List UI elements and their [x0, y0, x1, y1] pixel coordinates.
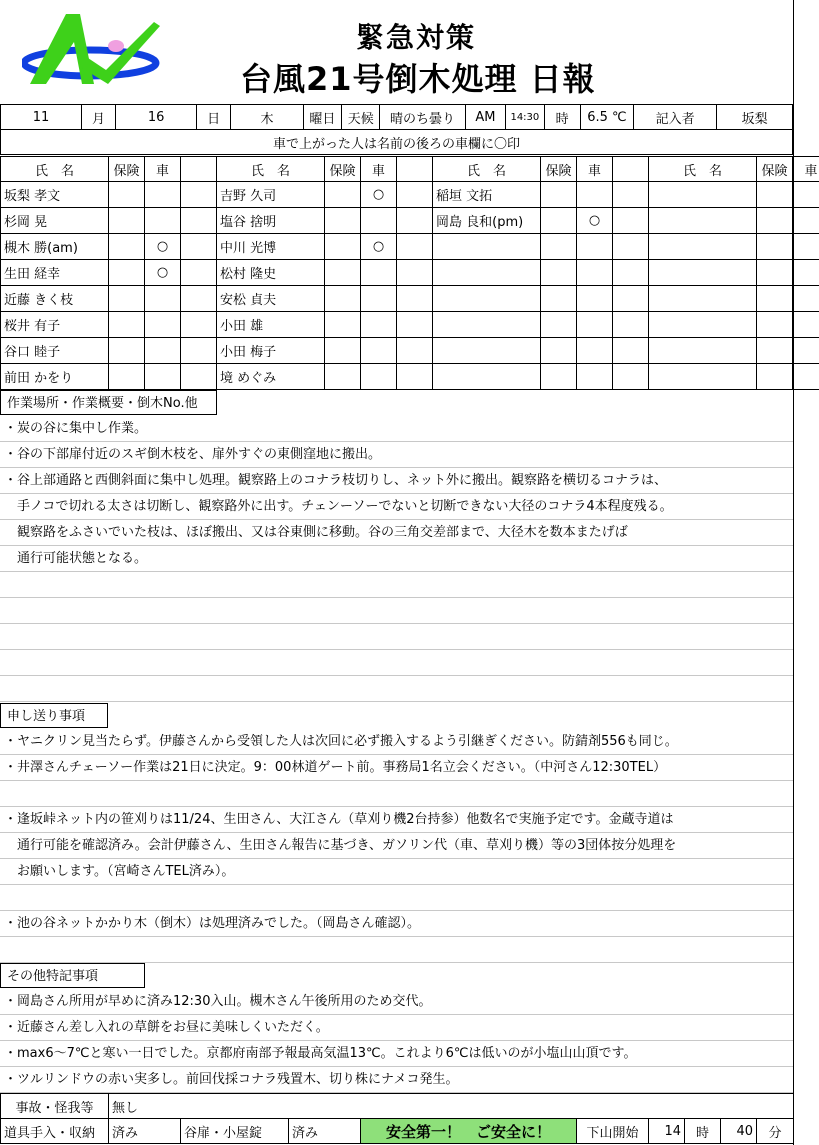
member-car [361, 338, 397, 364]
member-insurance [541, 338, 577, 364]
member-blank [397, 364, 433, 390]
col-header-blank [397, 157, 433, 182]
car-note: 車で上がった人は名前の後ろの車欄に〇印 [1, 130, 793, 155]
accident-value: 無し [109, 1094, 794, 1119]
member-insurance [757, 338, 793, 364]
text-line: ・谷の下部扉付近のスギ倒木枝を、扉外すぐの東側窪地に搬出。 [0, 442, 793, 468]
col-header-insurance: 保険 [757, 157, 793, 182]
text-line: ・池の谷ネットかかり木（倒木）は処理済みでした。（岡島さん確認）。 [0, 911, 793, 937]
accident-label: 事故・怪我等 [1, 1094, 109, 1119]
recorder-label: 記入者 [634, 105, 717, 130]
member-name [649, 338, 757, 364]
member-name: 境 めぐみ [217, 364, 325, 390]
descent-minute: 40 [721, 1119, 757, 1144]
member-car [793, 286, 819, 312]
weekday-label: 曜日 [303, 105, 341, 130]
text-line [0, 937, 793, 963]
member-insurance [757, 286, 793, 312]
day-unit: 日 [197, 105, 231, 130]
text-line [0, 624, 793, 650]
member-blank [613, 312, 649, 338]
member-insurance [757, 234, 793, 260]
member-name: 中川 光博 [217, 234, 325, 260]
member-car [577, 182, 613, 208]
text-line: ・炭の谷に集中し作業。 [0, 416, 793, 442]
text-line: ・ツルリンドウの赤い実多し。前回伐採コナラ残置木、切り株にナメコ発生。 [0, 1067, 793, 1093]
member-car [577, 260, 613, 286]
member-car [793, 312, 819, 338]
member-blank [181, 260, 217, 286]
temperature-number: 6.5 [587, 109, 608, 125]
member-name [649, 286, 757, 312]
member-name: 小田 雄 [217, 312, 325, 338]
member-name [433, 260, 541, 286]
member-name [433, 286, 541, 312]
text-line [0, 781, 793, 807]
member-car [793, 260, 819, 286]
descent-label: 下山開始 [577, 1119, 649, 1144]
member-blank [613, 234, 649, 260]
member-insurance [109, 208, 145, 234]
member-name: 桜井 有子 [1, 312, 109, 338]
member-blank [181, 312, 217, 338]
footer-table [0, 1093, 794, 1144]
member-insurance [757, 208, 793, 234]
text-line: 通行可能を確認済み。会計伊藤さん、生田さん報告に基づき、ガソリン代（車、草刈り機）等の3団体按分処理を [0, 833, 793, 859]
member-name: 坂梨 孝文 [1, 182, 109, 208]
member-name [433, 312, 541, 338]
text-line [0, 598, 793, 624]
member-blank [181, 364, 217, 390]
member-name [649, 260, 757, 286]
member-insurance [109, 260, 145, 286]
member-insurance [325, 208, 361, 234]
member-blank [613, 364, 649, 390]
member-car [361, 364, 397, 390]
time-unit: 時 [544, 105, 580, 130]
member-car: ○ [145, 234, 181, 260]
member-car [361, 208, 397, 234]
col-header-insurance: 保険 [541, 157, 577, 182]
roster-table [0, 156, 819, 390]
member-car [145, 286, 181, 312]
month-value: 11 [1, 105, 82, 130]
member-car: ○ [361, 234, 397, 260]
member-insurance [325, 234, 361, 260]
member-name: 塩谷 捨明 [217, 208, 325, 234]
member-insurance [541, 286, 577, 312]
member-insurance [109, 234, 145, 260]
recorder-value: 坂梨 [717, 105, 793, 130]
descent-minute-unit: 分 [757, 1119, 794, 1144]
weather-value: 晴のち曇り [380, 105, 465, 130]
text-line: ・逢坂峠ネット内の笹刈りは11/24、生田さん、大江さん（草刈り機2台持参）他数名で実施予定です。金蔵寺道は [0, 807, 793, 833]
tools-value: 済み [109, 1119, 181, 1144]
col-header-name: 氏 名 [1, 157, 109, 182]
member-blank [181, 182, 217, 208]
safety-slogan: 安全第一！ ご安全に！ [361, 1119, 577, 1144]
temperature-unit: ℃ [612, 109, 627, 125]
member-blank [613, 286, 649, 312]
tools-label: 道具手入・収納 [1, 1119, 109, 1144]
member-insurance [109, 364, 145, 390]
member-insurance [325, 364, 361, 390]
member-insurance [109, 182, 145, 208]
member-name: 槻木 勝(am) [1, 234, 109, 260]
member-insurance [325, 182, 361, 208]
member-name [649, 364, 757, 390]
member-car: ○ [145, 260, 181, 286]
member-name: 近藤 きく枝 [1, 286, 109, 312]
member-blank [181, 338, 217, 364]
descent-hour: 14 [649, 1119, 685, 1144]
info-table [0, 104, 793, 155]
text-line: ・岡島さん所用が早めに済み12:30入山。槻木さん午後所用のため交代。 [0, 989, 793, 1015]
member-car [793, 364, 819, 390]
member-blank [613, 182, 649, 208]
member-name [433, 234, 541, 260]
member-insurance [325, 338, 361, 364]
weekday-value: 木 [231, 105, 303, 130]
member-name [649, 234, 757, 260]
temperature-value [580, 105, 633, 130]
member-name [649, 312, 757, 338]
member-car [145, 208, 181, 234]
member-insurance [541, 208, 577, 234]
col-header-name: 氏 名 [217, 157, 325, 182]
col-header-car: 車 [793, 157, 819, 182]
text-line: お願いします。（宮崎さんTEL済み）。 [0, 859, 793, 885]
time-value: 14:30 [506, 105, 544, 130]
member-name: 杉岡 晃 [1, 208, 109, 234]
member-blank [397, 182, 433, 208]
member-name: 生田 経幸 [1, 260, 109, 286]
table-row [1, 260, 819, 286]
member-car: ○ [361, 182, 397, 208]
text-line: ・ヤニクリン見当たらず。伊藤さんから受領した人は次回に必ず搬入するよう引継ぎください。防錆剤556も同じ。 [0, 729, 793, 755]
member-insurance [757, 364, 793, 390]
member-blank [397, 286, 433, 312]
text-line [0, 885, 793, 911]
col-header-name: 氏 名 [649, 157, 757, 182]
member-car [145, 338, 181, 364]
member-car [577, 338, 613, 364]
member-blank [397, 260, 433, 286]
member-car [145, 182, 181, 208]
member-name: 吉野 久司 [217, 182, 325, 208]
member-insurance [325, 312, 361, 338]
col-header-insurance: 保険 [109, 157, 145, 182]
member-blank [181, 286, 217, 312]
member-name: 松村 隆史 [217, 260, 325, 286]
day-value: 16 [116, 105, 197, 130]
member-blank [181, 234, 217, 260]
table-row [1, 208, 819, 234]
member-car [793, 234, 819, 260]
work-section-label: 作業場所・作業概要・倒木No.他 [0, 390, 217, 415]
member-name: 谷口 睦子 [1, 338, 109, 364]
member-car [793, 208, 819, 234]
member-car [793, 182, 819, 208]
page-title-line2: 台風21号倒木処理 日報 [240, 60, 596, 98]
member-car [361, 312, 397, 338]
table-row [1, 312, 819, 338]
member-car [361, 260, 397, 286]
member-insurance [757, 182, 793, 208]
member-car [145, 312, 181, 338]
member-car [793, 338, 819, 364]
member-car [361, 286, 397, 312]
member-name: 小田 梅子 [217, 338, 325, 364]
hut-label: 谷扉・小屋錠 [181, 1119, 289, 1144]
member-car [577, 234, 613, 260]
member-blank [613, 260, 649, 286]
member-blank [397, 234, 433, 260]
page-title-line1: 緊急対策 [356, 21, 477, 54]
member-insurance [541, 364, 577, 390]
member-insurance [541, 182, 577, 208]
member-car [577, 364, 613, 390]
member-name: 岡島 良和(pm) [433, 208, 541, 234]
member-blank [613, 338, 649, 364]
weather-label: 天候 [342, 105, 380, 130]
member-car: ○ [577, 208, 613, 234]
text-line: 通行可能状態となる。 [0, 546, 793, 572]
ampm-value: AM [465, 105, 506, 130]
member-insurance [541, 260, 577, 286]
other-section-label: その他特記事項 [0, 963, 145, 988]
text-line: ・井澤さんチェーソー作業は21日に決定。9：00林道ゲート前。事務局1名立会ください。（中河さん12:30TEL） [0, 755, 793, 781]
table-row [1, 234, 819, 260]
month-unit: 月 [82, 105, 116, 130]
member-insurance [325, 260, 361, 286]
member-blank [397, 338, 433, 364]
member-name: 安松 貞夫 [217, 286, 325, 312]
col-header-blank [181, 157, 217, 182]
member-blank [397, 208, 433, 234]
member-name [649, 208, 757, 234]
descent-hour-unit: 時 [685, 1119, 721, 1144]
member-insurance [109, 338, 145, 364]
text-line: ・近藤さん差し入れの草餅をお昼に美味しくいただく。 [0, 1015, 793, 1041]
organization-logo [22, 8, 167, 92]
member-car [577, 312, 613, 338]
member-insurance [541, 234, 577, 260]
table-row [1, 338, 819, 364]
member-insurance [109, 312, 145, 338]
table-row [1, 364, 819, 390]
member-car [577, 286, 613, 312]
text-line: ・谷上部通路と西側斜面に集中し処理。観察路上のコナラ枝切りし、ネット外に搬出。観察路を横切るコナラは、 [0, 468, 793, 494]
member-blank [613, 208, 649, 234]
member-insurance [757, 312, 793, 338]
member-name [649, 182, 757, 208]
member-name: 前田 かをり [1, 364, 109, 390]
table-row [1, 182, 819, 208]
member-insurance [325, 286, 361, 312]
text-line [0, 676, 793, 702]
handover-section-label: 申し送り事項 [0, 703, 108, 728]
text-line [0, 572, 793, 598]
text-line: 手ノコで切れる太さは切断し、観察路外に出す。チェンーソーでないと切断できない大径のコナラ4本程度残る。 [0, 494, 793, 520]
col-header-car: 車 [577, 157, 613, 182]
col-header-car: 車 [145, 157, 181, 182]
text-line: ・max6～7℃と寒い一日でした。京都府南部予報最高気温13℃。これより6℃は低いのが小塩山山頂です。 [0, 1041, 793, 1067]
text-line [0, 650, 793, 676]
member-blank [397, 312, 433, 338]
member-name [433, 338, 541, 364]
table-row [1, 286, 819, 312]
col-header-car: 車 [361, 157, 397, 182]
hut-value: 済み [289, 1119, 361, 1144]
text-line: 観察路をふさいでいた枝は、ほぼ搬出、又は谷東側に移動。谷の三角交差部まで、大径木を数本またげば [0, 520, 793, 546]
col-header-name: 氏 名 [433, 157, 541, 182]
col-header-insurance: 保険 [325, 157, 361, 182]
member-car [145, 364, 181, 390]
member-insurance [109, 286, 145, 312]
col-header-blank [613, 157, 649, 182]
member-insurance [757, 260, 793, 286]
member-name [433, 364, 541, 390]
member-name: 稲垣 文拓 [433, 182, 541, 208]
member-insurance [541, 312, 577, 338]
member-blank [181, 208, 217, 234]
